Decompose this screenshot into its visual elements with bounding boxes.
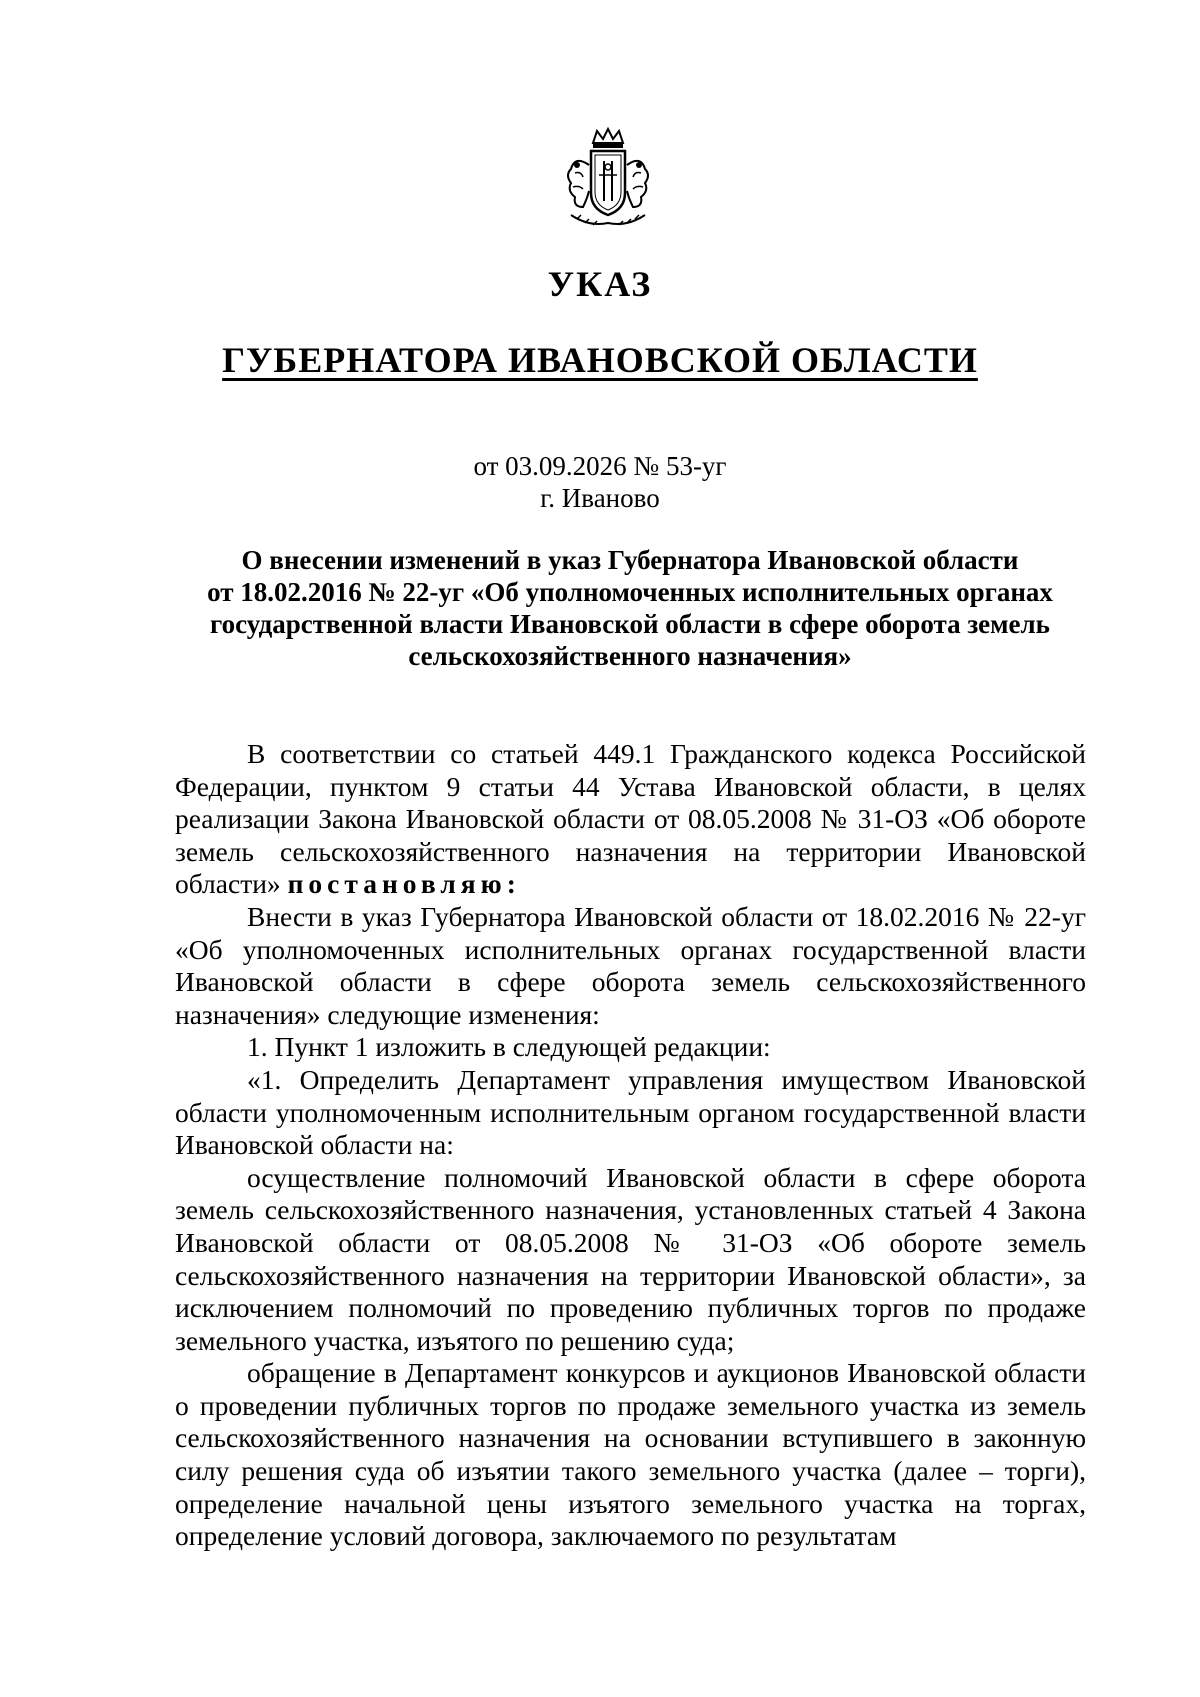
- issuing-authority: [0, 338, 1200, 382]
- date-and-number: от 03.09.2026 № 53-уг: [473, 451, 727, 481]
- body-paragraph: Внести в указ Губернатора Ивановской области от 18.02.2016 № 22-уг «Об уполномоченных исполнительных органах государственной власти Ивановской области в сфере оборота земель сельскохозяйственного назначения» следующие изменения:: [175, 900, 1086, 1030]
- subject-line: О внесении изменений в указ Губернатора Ивановской области: [241, 545, 1019, 575]
- subject-line: сельскохозяйственного назначения»: [408, 641, 852, 671]
- body-paragraph: осуществление полномочий Ивановской области в сфере оборота земель сельскохозяйственного назначения, установленных статьей 4 Закона Ивановской области от 08.05.2008 № 31-ОЗ «Об обороте земель сельскохозяйственного назначения на территории Ивановской области», за исключением полномочий по проведению публичных торгов по продаже земельного участка, изъятого по решению суда;: [175, 1161, 1086, 1356]
- body-paragraph: «1. Определить Департамент управления имуществом Ивановской области уполномоченным исполнительным органом государственной власти Ивановской области на:: [175, 1063, 1086, 1161]
- document-type: УКАЗ: [547, 264, 653, 304]
- document-subject: [175, 544, 1085, 672]
- preamble-text: В соответствии со статьей 449.1 Гражданского кодекса Российской Федерации, пунктом 9 статьи 44 Устава Ивановской области, в целях реализации Закона Ивановской области от 08.05.2008 № 31-ОЗ «Об обороте земель сельскохозяйственного назначения на территории Ивановской области»: [175, 738, 1086, 900]
- body-paragraph: обращение в Департамент конкурсов и аукционов Ивановской области о проведении публичных торгов по продаже земельного участка из земель сельскохозяйственного назначения на основании вступившего в законную силу решения суда об изъятии такого земельного участка (далее – торги), определение начальной цены изъятого земельного участка на торгах, определение условий договора, заключаемого по результатам: [175, 1357, 1086, 1552]
- issuing-authority-text: ГУБЕРНАТОРА ИВАНОВСКОЙ ОБЛАСТИ: [222, 340, 978, 380]
- ivanovo-coat-of-arms-icon: [553, 125, 663, 235]
- document-body: [175, 738, 1086, 1553]
- place-of-issue: г. Иваново: [540, 483, 660, 513]
- preamble-paragraph: [175, 738, 1086, 901]
- subject-line: государственной власти Ивановской области в сфере оборота земель: [210, 609, 1050, 639]
- decree-word: постановляю: [287, 868, 507, 900]
- decree-colon: :: [506, 868, 516, 900]
- body-paragraph: 1. Пункт 1 изложить в следующей редакции:: [247, 1031, 771, 1063]
- subject-line: от 18.02.2016 № 22-уг «Об уполномоченных исполнительных органах: [207, 577, 1053, 607]
